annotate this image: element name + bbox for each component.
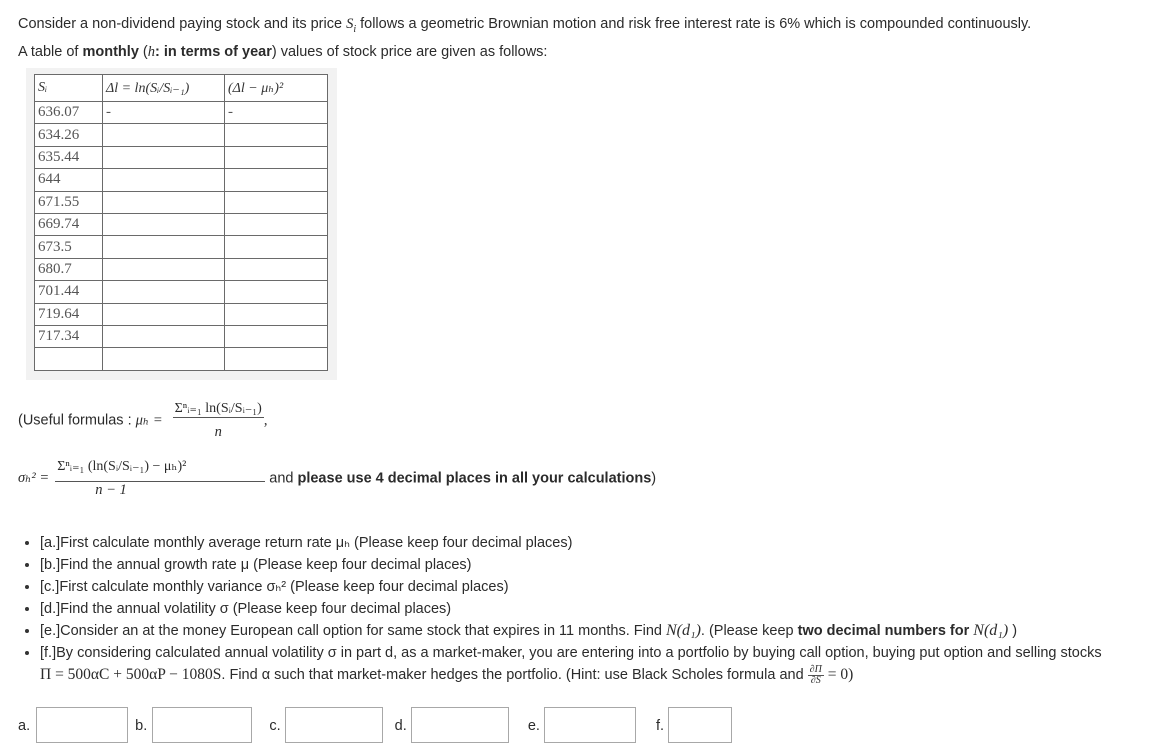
sigma-fraction (55, 458, 265, 499)
sigma-denominator: n − 1 (95, 482, 127, 498)
mu-fraction (173, 400, 264, 441)
table-cell (225, 124, 328, 146)
part-e-text: . (Please keep (700, 623, 798, 639)
table-row (35, 325, 328, 347)
bold-in-terms-of-year: : in terms of year (155, 43, 272, 60)
table-row (35, 281, 328, 303)
intro-line-1 (18, 13, 1031, 41)
table-row (35, 348, 328, 370)
table-body (35, 102, 328, 371)
math-s: S (346, 16, 354, 32)
table-row (35, 213, 328, 235)
part-b: • [b.]Find the annual growth rate μ (Please keep four decimal places) (40, 554, 1102, 576)
answer-c-input[interactable] (285, 707, 383, 743)
header-squared-deviation: (Δl − μₕ)² (225, 75, 328, 102)
table-row (35, 191, 328, 213)
bold-two-decimals: two decimal numbers for (797, 623, 974, 639)
table-cell (225, 146, 328, 168)
table-cell: 644 (35, 169, 103, 191)
answer-b-label: b. (135, 718, 148, 734)
mu-lhs: μₕ = (135, 412, 163, 429)
part-c: • [c.]First calculate monthly variance σₕ² (Please keep four decimal places) (40, 576, 1102, 598)
part-f-text: . Find α such that market-maker hedges the portfolio. (Hint: use Black Scholes formula and (221, 667, 808, 683)
table-header-row (35, 75, 328, 102)
table-cell (103, 169, 225, 191)
deriv-num: ∂Π (809, 663, 822, 675)
table-row (35, 258, 328, 280)
useful-formulas-label: (Useful formulas : (18, 412, 136, 429)
question-intro (18, 13, 1031, 63)
table-row (35, 303, 328, 325)
answer-f-label: f. (655, 718, 665, 734)
table-cell: - (103, 102, 225, 124)
table-cell (103, 325, 225, 347)
and-text: and (269, 470, 298, 487)
table-cell: 717.34 (35, 325, 103, 347)
intro-text: Consider a non-dividend paying stock and its price (18, 16, 347, 32)
table-cell: 680.7 (35, 258, 103, 280)
intro-line-2 (18, 41, 1031, 63)
table-cell (103, 124, 225, 146)
bold-monthly: monthly (82, 43, 139, 60)
table-cell: 719.64 (35, 303, 103, 325)
table-cell (225, 258, 328, 280)
part-e-text: ) (1008, 623, 1018, 639)
decimal-instruction (269, 471, 656, 487)
table-cell (225, 236, 328, 258)
answer-f-input[interactable] (668, 707, 732, 743)
table-cell (225, 325, 328, 347)
formula-sigma (18, 458, 656, 499)
table-cell (225, 191, 328, 213)
intro-text: ) values of stock price are given as follows: (271, 43, 548, 60)
sigma-lhs: σₕ² = (18, 470, 50, 486)
table-cell (225, 281, 328, 303)
bold-decimal-instruction: please use 4 decimal places in all your calculations (297, 470, 652, 487)
mu-comma: , (263, 412, 268, 429)
math-sub-i: i (353, 23, 357, 35)
answer-a-label: a. (18, 718, 31, 734)
table-cell (225, 213, 328, 235)
close-paren: ) (651, 470, 657, 487)
part-f-text: [f.]By considering calculated annual volatility σ in part d, as a market-maker, you are entering into a portfolio by buying call option, buying put option and selling stocks (40, 645, 1102, 661)
intro-text: ( (138, 43, 148, 60)
math-n-d1: N(d₁) (973, 622, 1009, 639)
table-cell (103, 191, 225, 213)
parts-list (22, 532, 1102, 686)
table-cell (103, 281, 225, 303)
partial-derivative (808, 665, 824, 686)
table-row (35, 102, 328, 124)
table-cell (225, 169, 328, 191)
answer-e-label: e. (527, 718, 540, 734)
mu-numerator: Σⁿᵢ₌₁ ln(Sᵢ/Sᵢ₋₁) (174, 401, 262, 416)
part-e-text: [e.]Consider an at the money European call option for same stock that expires in 11 months. Find (40, 623, 666, 639)
table-cell (225, 348, 328, 370)
answer-b-input[interactable] (152, 707, 252, 743)
table-row (35, 236, 328, 258)
formula-mu (18, 400, 267, 441)
part-a: • [a.]First calculate monthly average return rate μₕ (Please keep four decimal places) (40, 532, 1102, 554)
table-cell: 634.26 (35, 124, 103, 146)
math-n-d1: N(d₁) (666, 622, 701, 639)
answer-d-label: d. (394, 718, 407, 734)
answer-c-label: c. (269, 718, 281, 734)
math-equals-zero: = 0) (823, 666, 854, 683)
intro-text: A table of (18, 43, 83, 60)
header-delta-l: Δl = ln(Sᵢ/Sᵢ₋₁) (103, 75, 225, 102)
sigma-numerator: Σⁿᵢ₌₁ (ln(Sᵢ/Sᵢ₋₁) − μₕ)² (55, 458, 265, 482)
table-cell (103, 213, 225, 235)
table-cell: 671.55 (35, 191, 103, 213)
table-cell (103, 258, 225, 280)
price-table-panel (26, 68, 337, 380)
table-cell: 669.74 (35, 213, 103, 235)
table-cell (103, 236, 225, 258)
answer-a-input[interactable] (36, 707, 128, 743)
table-row (35, 124, 328, 146)
table-cell: - (225, 102, 328, 124)
table-row (35, 146, 328, 168)
deriv-den: ∂S (810, 674, 821, 686)
table-cell: 673.5 (35, 236, 103, 258)
table-row (35, 169, 328, 191)
part-f (40, 642, 1102, 686)
table-cell: 636.07 (35, 102, 103, 124)
answer-row (18, 707, 732, 743)
part-e (40, 620, 1102, 642)
header-si: Sᵢ (35, 75, 103, 102)
table-cell (103, 303, 225, 325)
part-d: • [d.]Find the annual volatility σ (Please keep four decimal places) (40, 598, 1102, 620)
math-h: h (147, 43, 155, 60)
intro-text: follows a geometric Brownian motion and risk free interest rate is 6% which is compounded continuously. (356, 16, 1032, 32)
table-cell: 635.44 (35, 146, 103, 168)
question-parts (22, 532, 1102, 686)
price-table (34, 74, 328, 371)
table-cell (35, 348, 103, 370)
answer-e-input[interactable] (544, 707, 636, 743)
table-cell (103, 348, 225, 370)
answer-d-input[interactable] (411, 707, 509, 743)
table-cell (103, 146, 225, 168)
table-cell: 701.44 (35, 281, 103, 303)
table-cell (225, 303, 328, 325)
mu-denominator: n (214, 424, 222, 440)
math-portfolio: Π = 500αC + 500αP − 1080S (40, 666, 222, 683)
